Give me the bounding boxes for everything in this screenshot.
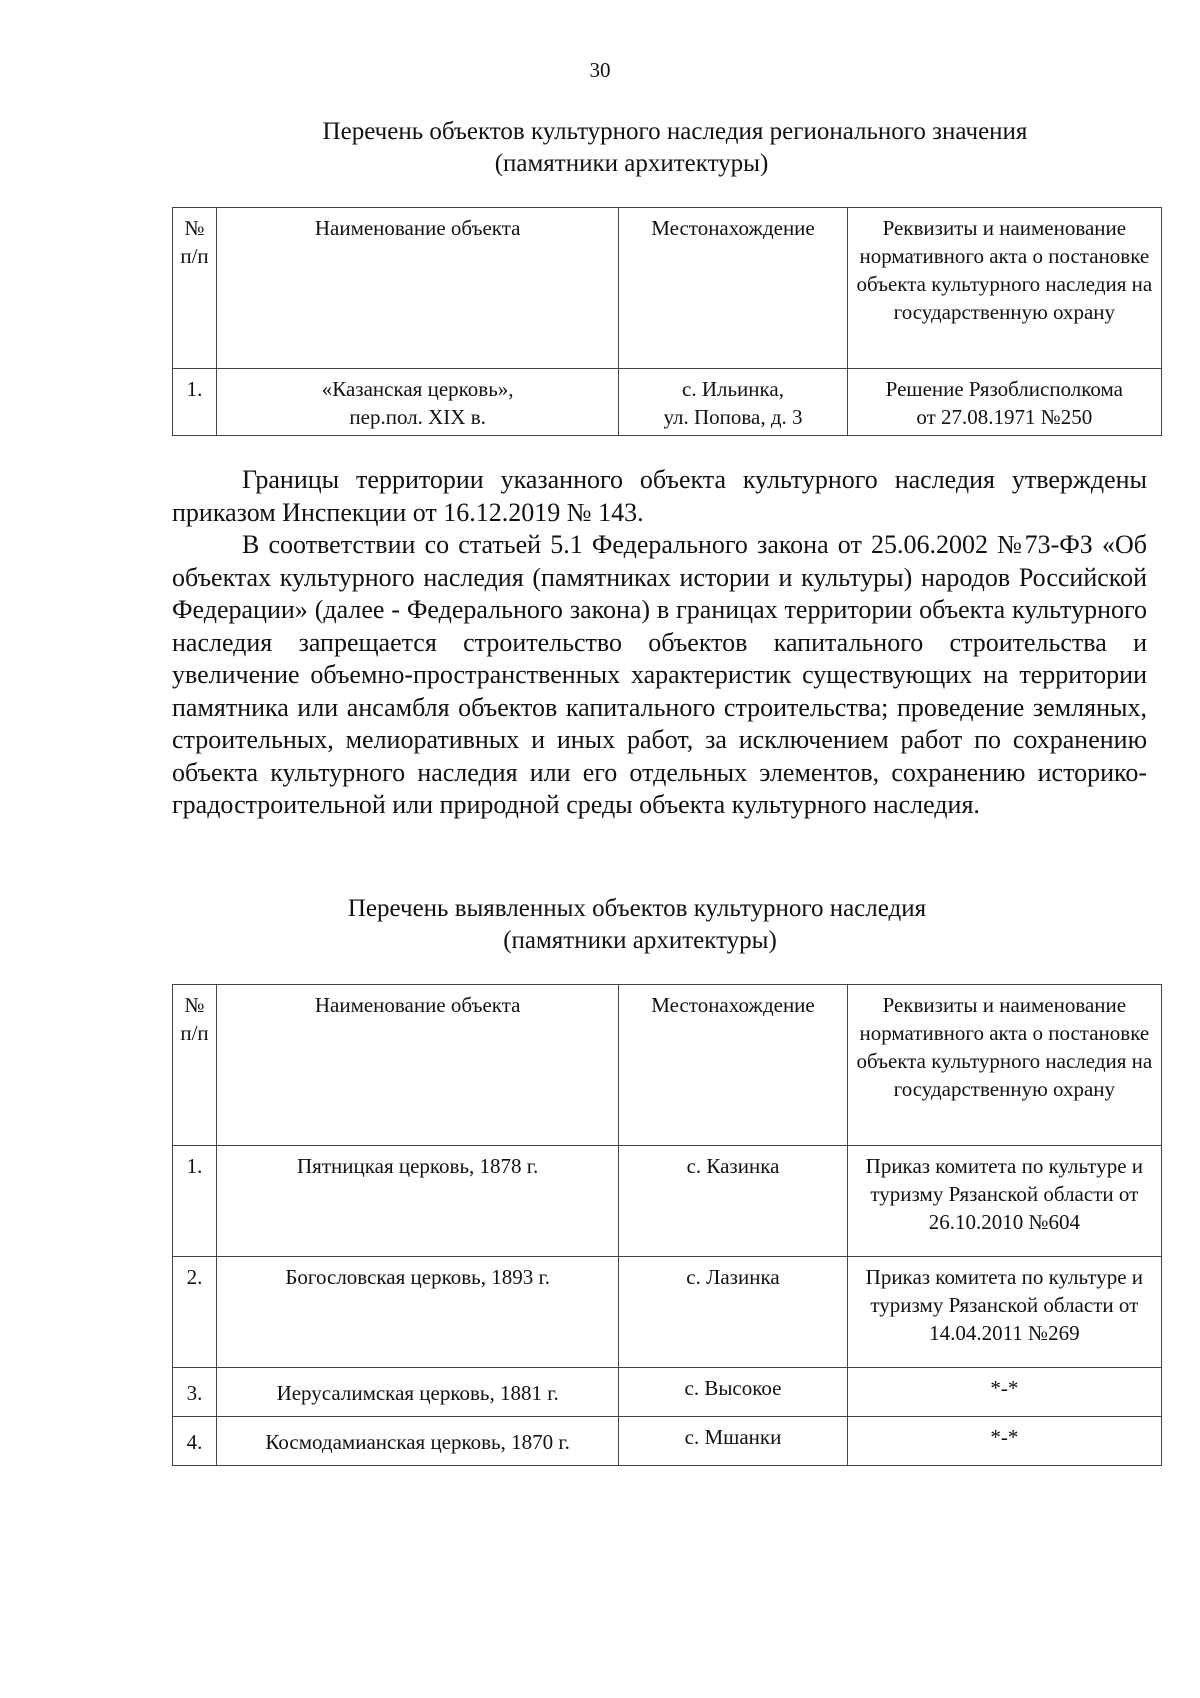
- cell-num: 2.: [173, 1257, 217, 1368]
- table-row: [173, 1257, 1162, 1368]
- cell-name: Богословская церковь, 1893 г.: [217, 1257, 619, 1368]
- cell-num: 3.: [173, 1368, 217, 1417]
- cell-location: с. Мшанки: [619, 1417, 847, 1466]
- cell-location: с. Казинка: [619, 1146, 847, 1257]
- cell-name: Космодамианская церковь, 1870 г.: [217, 1417, 619, 1466]
- cell-name: [217, 369, 619, 436]
- cell-num: 1.: [173, 1146, 217, 1257]
- cell-requisites: Приказ комитета по культуре и туризму Рязанской области от 26.10.2010 №604: [847, 1146, 1161, 1257]
- table-header-row: [173, 208, 1162, 369]
- cell-location: [619, 369, 847, 436]
- heading-1-line-2: (памятники архитектуры): [494, 150, 769, 177]
- header-name: Наименование объекта: [217, 208, 619, 369]
- cell-location: с. Высокое: [619, 1368, 847, 1417]
- cell-name-line-1: «Казанская церковь»,: [321, 377, 514, 401]
- header-num: № п/п: [173, 985, 217, 1146]
- cell-num: 1.: [173, 369, 217, 436]
- cell-num: 4.: [173, 1417, 217, 1466]
- header-location: Местонахождение: [619, 208, 847, 369]
- regional-heritage-table: [172, 207, 1162, 436]
- heading-2-line-1: Перечень выявленных объектов культурного наследия: [347, 895, 927, 922]
- table-row: [173, 1146, 1162, 1257]
- cell-requisites-line-1: Решение Рязоблисполкома: [885, 377, 1123, 401]
- body-text: [172, 464, 1147, 822]
- cell-location: с. Лазинка: [619, 1257, 847, 1368]
- header-location: Местонахождение: [619, 985, 847, 1146]
- cell-location-line-1: с. Ильинка,: [682, 377, 784, 401]
- cell-requisites: *-*: [847, 1368, 1161, 1417]
- heading-1-line-1: Перечень объектов культурного наследия регионального значения: [322, 118, 1028, 145]
- paragraph-restrictions: В соответствии со статьей 5.1 Федерального закона от 25.06.2002 №73-ФЗ «Об объектах культурного наследия (памятниках истории и культуры) народов Российской Федерации» (далее - Федерального закона) в границах территории объекта культурного наследия запрещается строительство объектов капитального строительства и увеличение объемно-пространственных характеристик существующих на территории памятника или ансамбля объектов капитального строительства; проведение земляных, строительных, мелиоративных и иных работ, за исключением работ по сохранению объекта культурного наследия или его отдельных элементов, сохранению историко-градостроительной или природной среды объекта культурного наследия.: [172, 530, 1147, 819]
- heading-regional-heritage: [0, 116, 1200, 180]
- cell-name-line-2: пер.пол. XIX в.: [349, 405, 486, 429]
- heading-2-line-2: (памятники архитектуры): [503, 927, 777, 954]
- heading-identified-heritage: [0, 893, 1200, 957]
- identified-heritage-table: [172, 984, 1162, 1466]
- cell-requisites: *-*: [847, 1417, 1161, 1466]
- cell-name: Пятницкая церковь, 1878 г.: [217, 1146, 619, 1257]
- header-requisites: Реквизиты и наименование нормативного акта о постановке объекта культурного наследия на государственную охрану: [847, 985, 1161, 1146]
- cell-requisites: [847, 369, 1161, 436]
- table-row: [173, 1417, 1162, 1466]
- table-row: [173, 1368, 1162, 1417]
- cell-requisites: Приказ комитета по культуре и туризму Рязанской области от 14.04.2011 №269: [847, 1257, 1161, 1368]
- header-num: № п/п: [173, 208, 217, 369]
- cell-location-line-2: ул. Попова, д. 3: [663, 405, 803, 429]
- cell-requisites-line-2: от 27.08.1971 №250: [916, 405, 1093, 429]
- header-name: Наименование объекта: [217, 985, 619, 1146]
- paragraph-boundaries: Границы территории указанного объекта культурного наследия утверждены приказом Инспекции от 16.12.2019 № 143.: [172, 465, 1147, 527]
- table-header-row: [173, 985, 1162, 1146]
- cell-name: Иерусалимская церковь, 1881 г.: [217, 1368, 619, 1417]
- header-requisites: Реквизиты и наименование нормативного акта о постановке объекта культурного наследия на государственную охрану: [847, 208, 1161, 369]
- page-number: 30: [589, 58, 611, 82]
- table-row: [173, 369, 1162, 436]
